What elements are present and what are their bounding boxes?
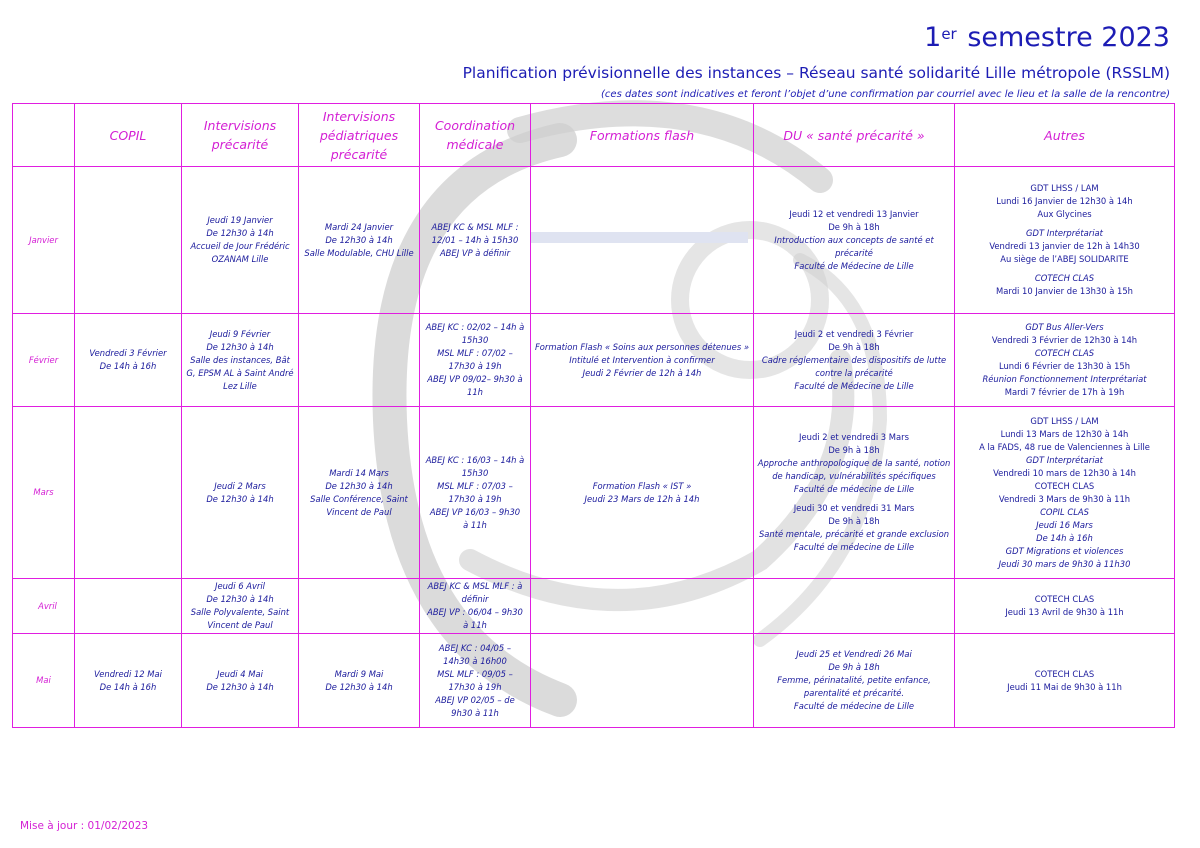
- autres-cell: GDT LHSS / LAM Lundi 16 Janvier de 12h30 à 14h Aux Glycines GDT Interprétariat Vendredi 13 janvier de 12h à 14h30 Au siège de l’ABEJ SOLIDARITE COTECH CLAS Mardi 10 Janvier de 13h30 à 15h: [955, 167, 1175, 314]
- disclaimer-note: (ces dates sont indicatives et feront l’objet d’une confirmation par courriel avec le lieu et la salle de la rencontre): [601, 89, 1170, 100]
- formations-cell: [531, 634, 754, 728]
- copil-cell: [75, 167, 182, 314]
- column-header-interventions: Intervisions précarité: [182, 104, 299, 167]
- table-row: [13, 314, 1175, 407]
- table-row: [13, 167, 1175, 314]
- formations-cell: [531, 167, 754, 314]
- pediatric-cell: [299, 579, 420, 634]
- pediatric-cell: Mardi 24 Janvier De 12h30 à 14h Salle Modulable, CHU Lille: [299, 167, 420, 314]
- table-row: [13, 579, 1175, 634]
- coordination-cell: ABEJ KC : 04/05 – 14h30 à 16h00 MSL MLF : 09/05 – 17h30 à 19h ABEJ VP 02/05 – de 9h30 à 11h: [420, 634, 531, 728]
- column-header-coordination: Coordination médicale: [420, 104, 531, 167]
- pediatric-cell: [299, 314, 420, 407]
- autres-cell: COTECH CLAS Jeudi 11 Mai de 9h30 à 11h: [955, 634, 1175, 728]
- update-date: Mise à jour : 01/02/2023: [20, 820, 149, 832]
- pediatric-cell: Mardi 14 Mars De 12h30 à 14h Salle Conférence, Saint Vincent de Paul: [299, 407, 420, 579]
- formations-cell: [531, 579, 754, 634]
- header-row: [13, 104, 1175, 167]
- copil-cell: [75, 579, 182, 634]
- column-header-pediatric: Intervisions pédiatriques précarité: [299, 104, 420, 167]
- interventions-cell: Jeudi 19 Janvier De 12h30 à 14h Accueil de Jour Frédéric OZANAM Lille: [182, 167, 299, 314]
- du-cell: Jeudi 2 et vendredi 3 Mars De 9h à 18h Approche anthropologique de la santé, notion de handicap, vulnérabilités spécifiques Faculté de médecine de Lille Jeudi 30 et vendredi 31 Mars De 9h à 18h Santé mentale, précarité et grande exclusion Faculté de médecine de Lille: [754, 407, 955, 579]
- copil-cell: [75, 407, 182, 579]
- column-header-formations: Formations flash: [531, 104, 754, 167]
- coordination-cell: ABEJ KC & MSL MLF : à définir ABEJ VP : 06/04 – 9h30 à 11h: [420, 579, 531, 634]
- month-cell: Février: [13, 314, 75, 407]
- coordination-cell: ABEJ KC & MSL MLF : 12/01 – 14h à 15h30 ABEJ VP à définir: [420, 167, 531, 314]
- autres-cell: GDT LHSS / LAM Lundi 13 Mars de 12h30 à 14h A la FADS, 48 rue de Valenciennes à Lille GDT Interprétariat Vendredi 10 mars de 12h30 à 14h COTECH CLAS Vendredi 3 Mars de 9h30 à 11h COPIL CLAS Jeudi 16 Mars De 14h à 16h GDT Migrations et violences Jeudi 30 mars de 9h30 à 11h30: [955, 407, 1175, 579]
- page-subtitle: Planification prévisionnelle des instances – Réseau santé solidarité Lille métropole (RSSLM): [462, 64, 1170, 82]
- corner-cell: [13, 104, 75, 167]
- month-cell: Mars: [13, 407, 75, 579]
- column-header-autres: Autres: [955, 104, 1175, 167]
- copil-cell: Vendredi 12 Mai De 14h à 16h: [75, 634, 182, 728]
- page-title: 1er semestre 2023: [924, 22, 1170, 53]
- month-cell: Janvier: [13, 167, 75, 314]
- column-header-du: DU « santé précarité »: [754, 104, 955, 167]
- du-cell: Jeudi 25 et Vendredi 26 Mai De 9h à 18h Femme, périnatalité, petite enfance, parentalité et précarité. Faculté de médecine de Lille: [754, 634, 955, 728]
- schedule-table: [12, 103, 1175, 728]
- table-row: [13, 634, 1175, 728]
- table-row: [13, 407, 1175, 579]
- interventions-cell: Jeudi 9 Février De 12h30 à 14h Salle des instances, Bât G, EPSM AL à Saint André Lez Lille: [182, 314, 299, 407]
- interventions-cell: Jeudi 2 Mars De 12h30 à 14h: [182, 407, 299, 579]
- du-cell: Jeudi 2 et vendredi 3 Février De 9h à 18h Cadre réglementaire des dispositifs de lutte contre la précarité Faculté de Médecine de Lille: [754, 314, 955, 407]
- autres-cell: COTECH CLAS Jeudi 13 Avril de 9h30 à 11h: [955, 579, 1175, 634]
- formations-cell: Formation Flash « IST » Jeudi 23 Mars de 12h à 14h: [531, 407, 754, 579]
- pediatric-cell: Mardi 9 Mai De 12h30 à 14h: [299, 634, 420, 728]
- month-cell: Mai: [13, 634, 75, 728]
- autres-cell: GDT Bus Aller-Vers Vendredi 3 Février de 12h30 à 14h COTECH CLAS Lundi 6 Février de 13h30 à 15h Réunion Fonctionnement Interprétariat Mardi 7 février de 17h à 19h: [955, 314, 1175, 407]
- interventions-cell: Jeudi 4 Mai De 12h30 à 14h: [182, 634, 299, 728]
- coordination-cell: ABEJ KC : 16/03 – 14h à 15h30 MSL MLF : 07/03 – 17h30 à 19h ABEJ VP 16/03 – 9h30 à 11h: [420, 407, 531, 579]
- coordination-cell: ABEJ KC : 02/02 – 14h à 15h30 MSL MLF : 07/02 – 17h30 à 19h ABEJ VP 09/02– 9h30 à 11h: [420, 314, 531, 407]
- formations-cell: Formation Flash « Soins aux personnes détenues » Intitulé et Intervention à confirmer Jeudi 2 Février de 12h à 14h: [531, 314, 754, 407]
- du-cell: [754, 579, 955, 634]
- copil-cell: Vendredi 3 Février De 14h à 16h: [75, 314, 182, 407]
- column-header-copil: COPIL: [75, 104, 182, 167]
- du-cell: Jeudi 12 et vendredi 13 Janvier De 9h à 18h Introduction aux concepts de santé et précarité Faculté de Médecine de Lille: [754, 167, 955, 314]
- month-cell: Avril: [13, 579, 75, 634]
- interventions-cell: Jeudi 6 Avril De 12h30 à 14h Salle Polyvalente, Saint Vincent de Paul: [182, 579, 299, 634]
